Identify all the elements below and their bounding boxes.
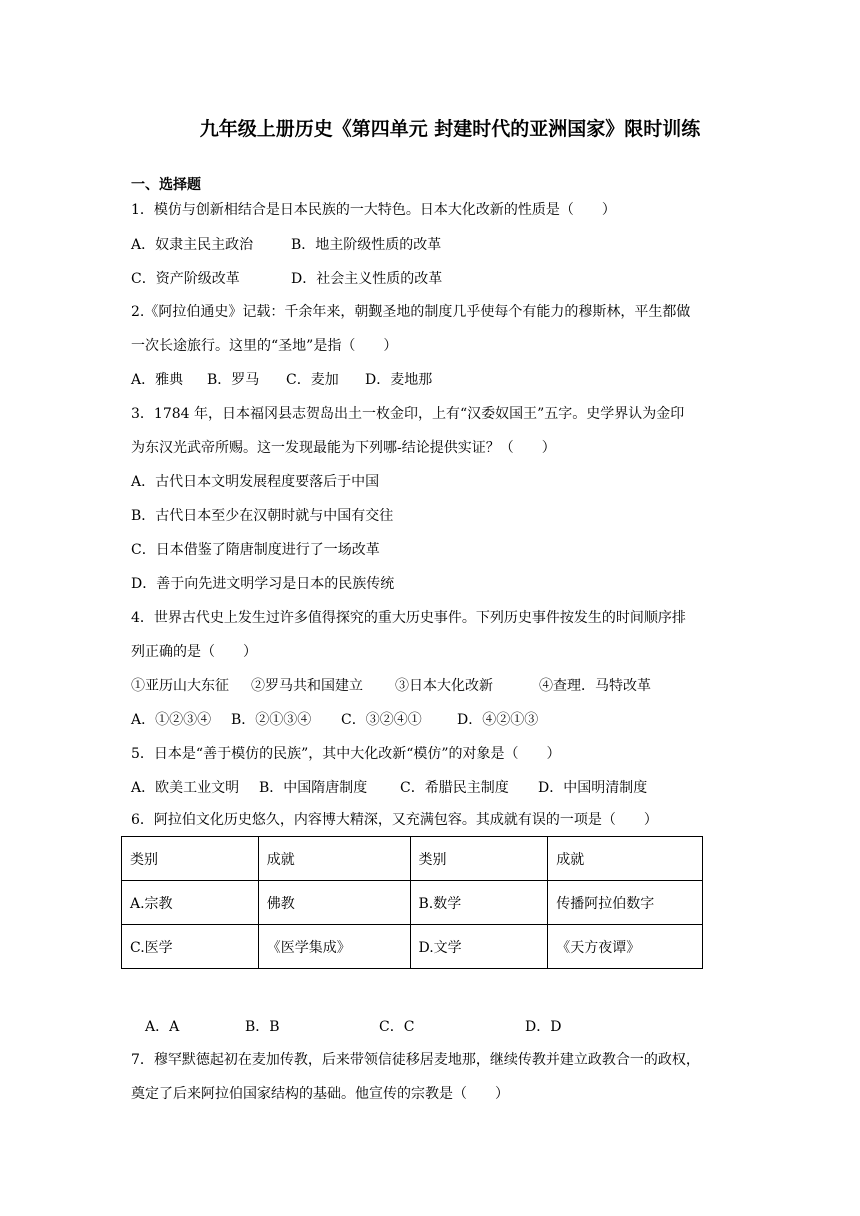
question-5-option-c: C．希腊民主制度 [400, 780, 509, 796]
table-row [122, 881, 703, 925]
question-2-option-d: D．麦地那 [365, 372, 433, 388]
question-6-option-a: A．A [145, 1019, 180, 1035]
question-5-option-b: B．中国隋唐制度 [259, 780, 368, 796]
question-3-option-a: A．古代日本文明发展程度要落后于中国 [131, 474, 380, 490]
question-6-option-d: D．D [525, 1019, 562, 1035]
question-1-option-c: C．资产阶级改革 [131, 271, 240, 287]
question-6-stem: 6．阿拉伯文化历史悠久，内容博大精深，又充满包容。其成就有误的一项是（ ） [131, 812, 658, 828]
question-4-event-3: ③日本大化改新 [395, 678, 493, 694]
question-3-option-b: B．古代日本至少在汉朝时就与中国有交往 [131, 508, 394, 524]
question-1-option-a: A．奴隶主民主政治 [131, 237, 254, 253]
question-6-option-c: C．C [379, 1019, 415, 1035]
table-cell: D.文学 [410, 925, 548, 969]
question-2-stem-line-2: 一次长途旅行。这里的“圣地”是指（ ） [131, 338, 398, 354]
table-row [122, 837, 703, 881]
question-3-option-d: D．善于向先进文明学习是日本的民族传统 [131, 576, 395, 592]
question-5-option-d: D．中国明清制度 [538, 780, 648, 796]
question-4-option-a: A．①②③④ [131, 712, 212, 728]
table-cell: 成就 [258, 837, 410, 881]
page-title: 九年级上册历史《第四单元 封建时代的亚洲国家》限时训练 [199, 118, 701, 140]
question-7-stem-line-2: 奠定了后来阿拉伯国家结构的基础。他宣传的宗教是（ ） [131, 1086, 509, 1102]
section-heading: 一、选择题 [131, 177, 201, 193]
question-2-option-c: C．麦加 [286, 372, 339, 388]
question-1-option-b: B．地主阶级性质的改革 [291, 237, 442, 253]
question-2-stem-line-1: 2.《阿拉伯通史》记载：千余年来，朝觐圣地的制度几乎使每个有能力的穆斯林，平生都做 [131, 304, 691, 320]
question-5-stem: 5．日本是“善于模仿的民族”，其中大化改新“模仿”的对象是（ ） [131, 746, 561, 762]
question-2-options [131, 370, 433, 390]
question-4-option-b: B．②①③④ [231, 712, 312, 728]
question-3-option-c: C．日本借鉴了隋唐制度进行了一场改革 [131, 542, 380, 558]
question-4-event-1: ①亚历山大东征 [131, 678, 229, 694]
question-4-stem-line-1: 4．世界古代史上发生过许多值得探究的重大历史事件。下列历史事件按发生的时间顺序排 [131, 610, 686, 626]
table-cell: 《天方夜谭》 [548, 925, 703, 969]
question-4-option-c: C．③②④① [341, 712, 422, 728]
question-4-stem-line-2: 列正确的是（ ） [131, 644, 257, 660]
question-4-options [131, 710, 539, 730]
question-4-events [131, 676, 651, 696]
question-2-option-b: B．罗马 [207, 372, 260, 388]
table-cell: C.医学 [122, 925, 259, 969]
table-cell: 类别 [122, 837, 259, 881]
table-cell: 成就 [548, 837, 703, 881]
table-cell: 佛教 [258, 881, 410, 925]
table-cell: B.数学 [410, 881, 548, 925]
table-cell: 传播阿拉伯数字 [548, 881, 703, 925]
question-6-table [121, 836, 703, 969]
question-4-event-4: ④查理．马特改革 [539, 678, 651, 694]
question-5-option-a: A．欧美工业文明 [131, 780, 240, 796]
question-1-option-d: D．社会主义性质的改革 [291, 271, 443, 287]
question-2-option-a: A．雅典 [131, 372, 184, 388]
table-cell: 《医学集成》 [258, 925, 410, 969]
question-4-option-d: D．④②①③ [457, 712, 539, 728]
table-row [122, 925, 703, 969]
table-cell: 类别 [410, 837, 548, 881]
question-3-stem-line-1: 3．1784 年，日本福冈县志贺岛出土一枚金印，上有“汉委奴国王”五字。史学界认为金印 [131, 406, 685, 422]
table-cell: A.宗教 [122, 881, 259, 925]
question-7-stem-line-1: 7．穆罕默德起初在麦加传教，后来带领信徒移居麦地那，继续传教并建立政教合一的政权， [131, 1052, 700, 1068]
question-1-options-row-2 [131, 269, 443, 289]
question-3-stem-line-2: 为东汉光武帝所赐。这一发现最能为下列哪-结论提供实证？（ ） [131, 440, 556, 456]
question-1-options-row-1 [131, 235, 442, 255]
question-5-options [131, 778, 648, 798]
question-1-stem: 1．模仿与创新相结合是日本民族的一大特色。日本大化改新的性质是（ ） [131, 202, 616, 218]
question-4-event-2: ②罗马共和国建立 [251, 678, 363, 694]
question-6-option-b: B．B [245, 1019, 280, 1035]
